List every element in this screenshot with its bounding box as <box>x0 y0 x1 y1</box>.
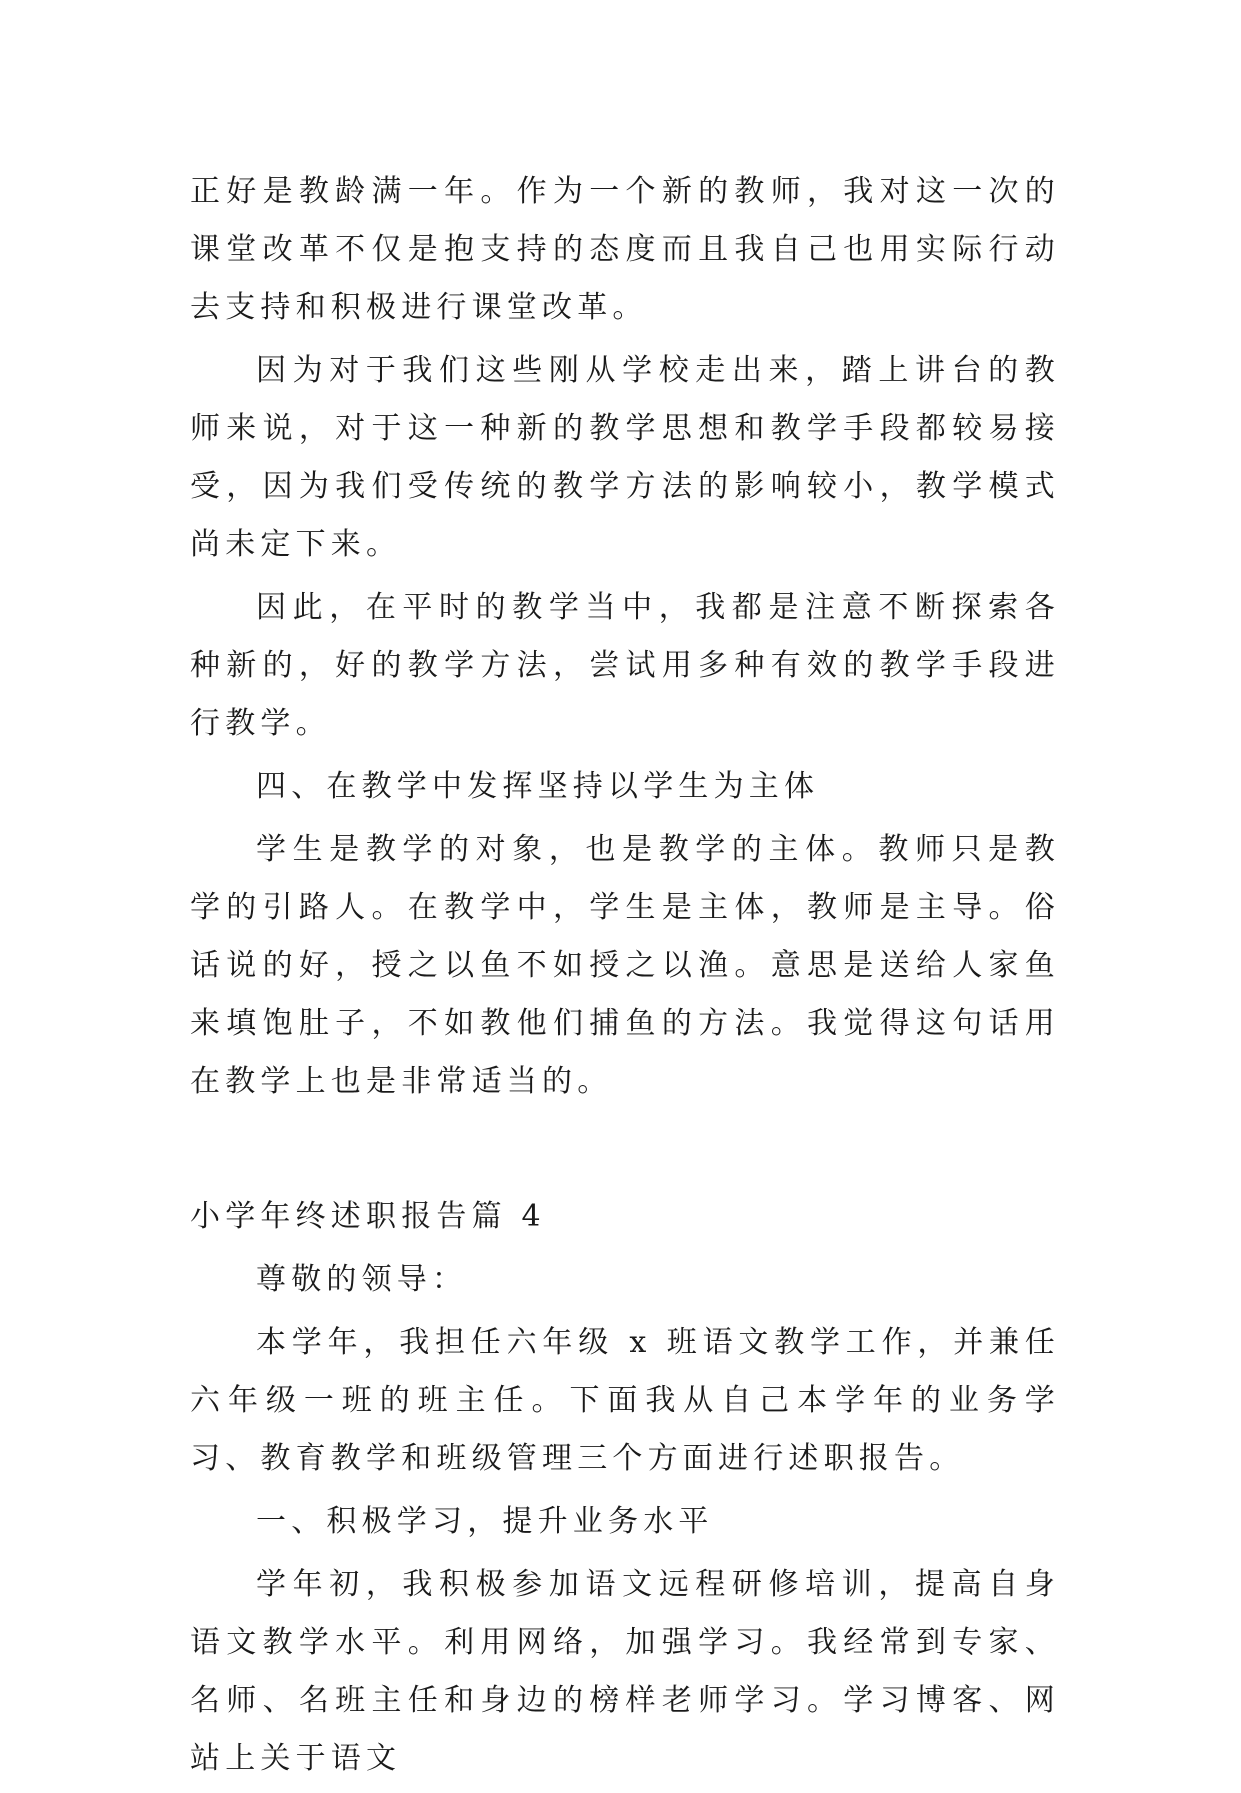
paragraph: 本学年，我担任六年级 x 班语文教学工作，并兼任六年级一班的班主任。下面我从自己本学年的业务学习、教育教学和班级管理三个方面进行述职报告。 <box>190 1325 1060 1476</box>
paragraph: 学生是教学的对象，也是教学的主体。教师只是教学的引路人。在教学中，学生是主体，教师是主导。俗话说的好，授之以鱼不如授之以渔。意思是送给人家鱼来填饱肚子，不如教他们捕鱼的方法。我觉得这句话用在教学上也是非常适当的。 <box>190 832 1060 1099</box>
section-title: 小学年终述职报告篇 4 <box>190 1199 546 1234</box>
paragraph: 因此，在平时的教学当中，我都是注意不断探索各种新的，好的教学方法，尝试用多种有效的教学手段进行教学。 <box>190 590 1060 741</box>
salutation: 尊敬的领导： <box>256 1262 468 1297</box>
section-gap <box>190 1116 1060 1188</box>
paragraph: 因为对于我们这些刚从学校走出来，踏上讲台的教师来说，对于这一种新的教学思想和教学手段都较易接受，因为我们受传统的教学方法的影响较小，教学模式尚未定下来。 <box>190 353 1060 562</box>
paragraph-continued: 正好是教龄满一年。作为一个新的教师，我对这一次的课堂改革不仅是抱支持的态度而且我自己也用实际行动去支持和积极进行课堂改革。 <box>190 174 1060 325</box>
subheading-student-centered: 四、在教学中发挥坚持以学生为主体 <box>256 769 820 804</box>
document-page <box>190 163 1060 1793</box>
paragraph: 学年初，我积极参加语文远程研修培训，提高自身语文教学水平。利用网络，加强学习。我经常到专家、名师、名班主任和身边的榜样老师学习。学习博客、网站上关于语文 <box>190 1567 1060 1776</box>
subheading-learning: 一、积极学习，提升业务水平 <box>256 1504 714 1539</box>
